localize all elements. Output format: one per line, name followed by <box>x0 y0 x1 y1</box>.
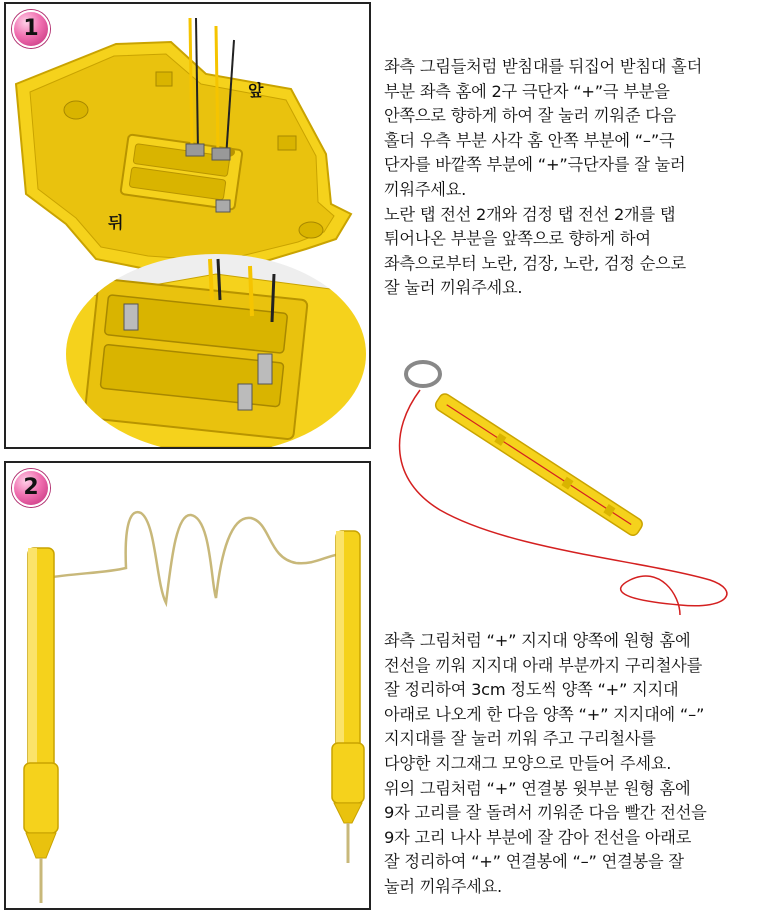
label-back: 뒤 <box>108 213 124 232</box>
wire-stand-illustration <box>6 463 369 908</box>
red-wire <box>400 390 727 615</box>
step1-badge: 1 <box>12 10 50 48</box>
ring-hook <box>406 362 440 386</box>
connector-rod-illustration <box>380 350 760 630</box>
holder-base-illustration <box>6 4 369 447</box>
copper-wire <box>46 512 346 603</box>
holder-detail-zoom <box>46 254 369 447</box>
step1-panel <box>4 2 371 449</box>
step2-instructions: 좌측 그림처럼 “+” 지지대 양쪽에 원형 홈에 전선을 끼워 지지대 아래 부분까지 구리철사를 잘 정리하여 3cm 정도씩 양쪽 “+” 지지대 아래로 나오게 한 다음 양쪽 “+” 지지대에 “–” 지지대를 잘 눌러 끼워 주고 구리철사를 다양한 지그재그 모양으로 만들어 주세요. 위의 그림처럼 “+” 연결봉 윗부분 원형 홈에 9자 고리를 잘 돌려서 끼워준 다음 빨간 전선을 9자 고리 나사 부분에 잘 감아 전선을 아래로 잘 정리하여 “+” 연결봉에 “–” 연결봉을 잘 눌러 끼워주세요. <box>384 631 707 896</box>
left-support <box>24 548 58 903</box>
holder-base <box>16 18 351 274</box>
right-support <box>332 531 364 863</box>
label-front: 앞 <box>248 81 264 100</box>
step2-panel <box>4 461 371 910</box>
step1-instructions: 좌측 그림들처럼 받침대를 뒤집어 받침대 홀더 부분 좌측 홈에 2구 극단자 “+”극 부분을 안쪽으로 향하게 하여 잘 눌러 끼워준 다음 홀더 우측 부분 사각 홈 안쪽 부분에 “–”극 단자를 바깥쪽 부분에 “+”극단자를 잘 눌러 끼워주세요. 노란 탭 전선 2개와 검정 탭 전선 2개를 탭 튀어나온 부분을 앞쪽으로 향하게 하여 좌측으로부터 노란, 검장, 노란, 검정 순으로 잘 눌러 끼워주세요. <box>384 57 703 298</box>
step2-badge: 2 <box>12 469 50 507</box>
